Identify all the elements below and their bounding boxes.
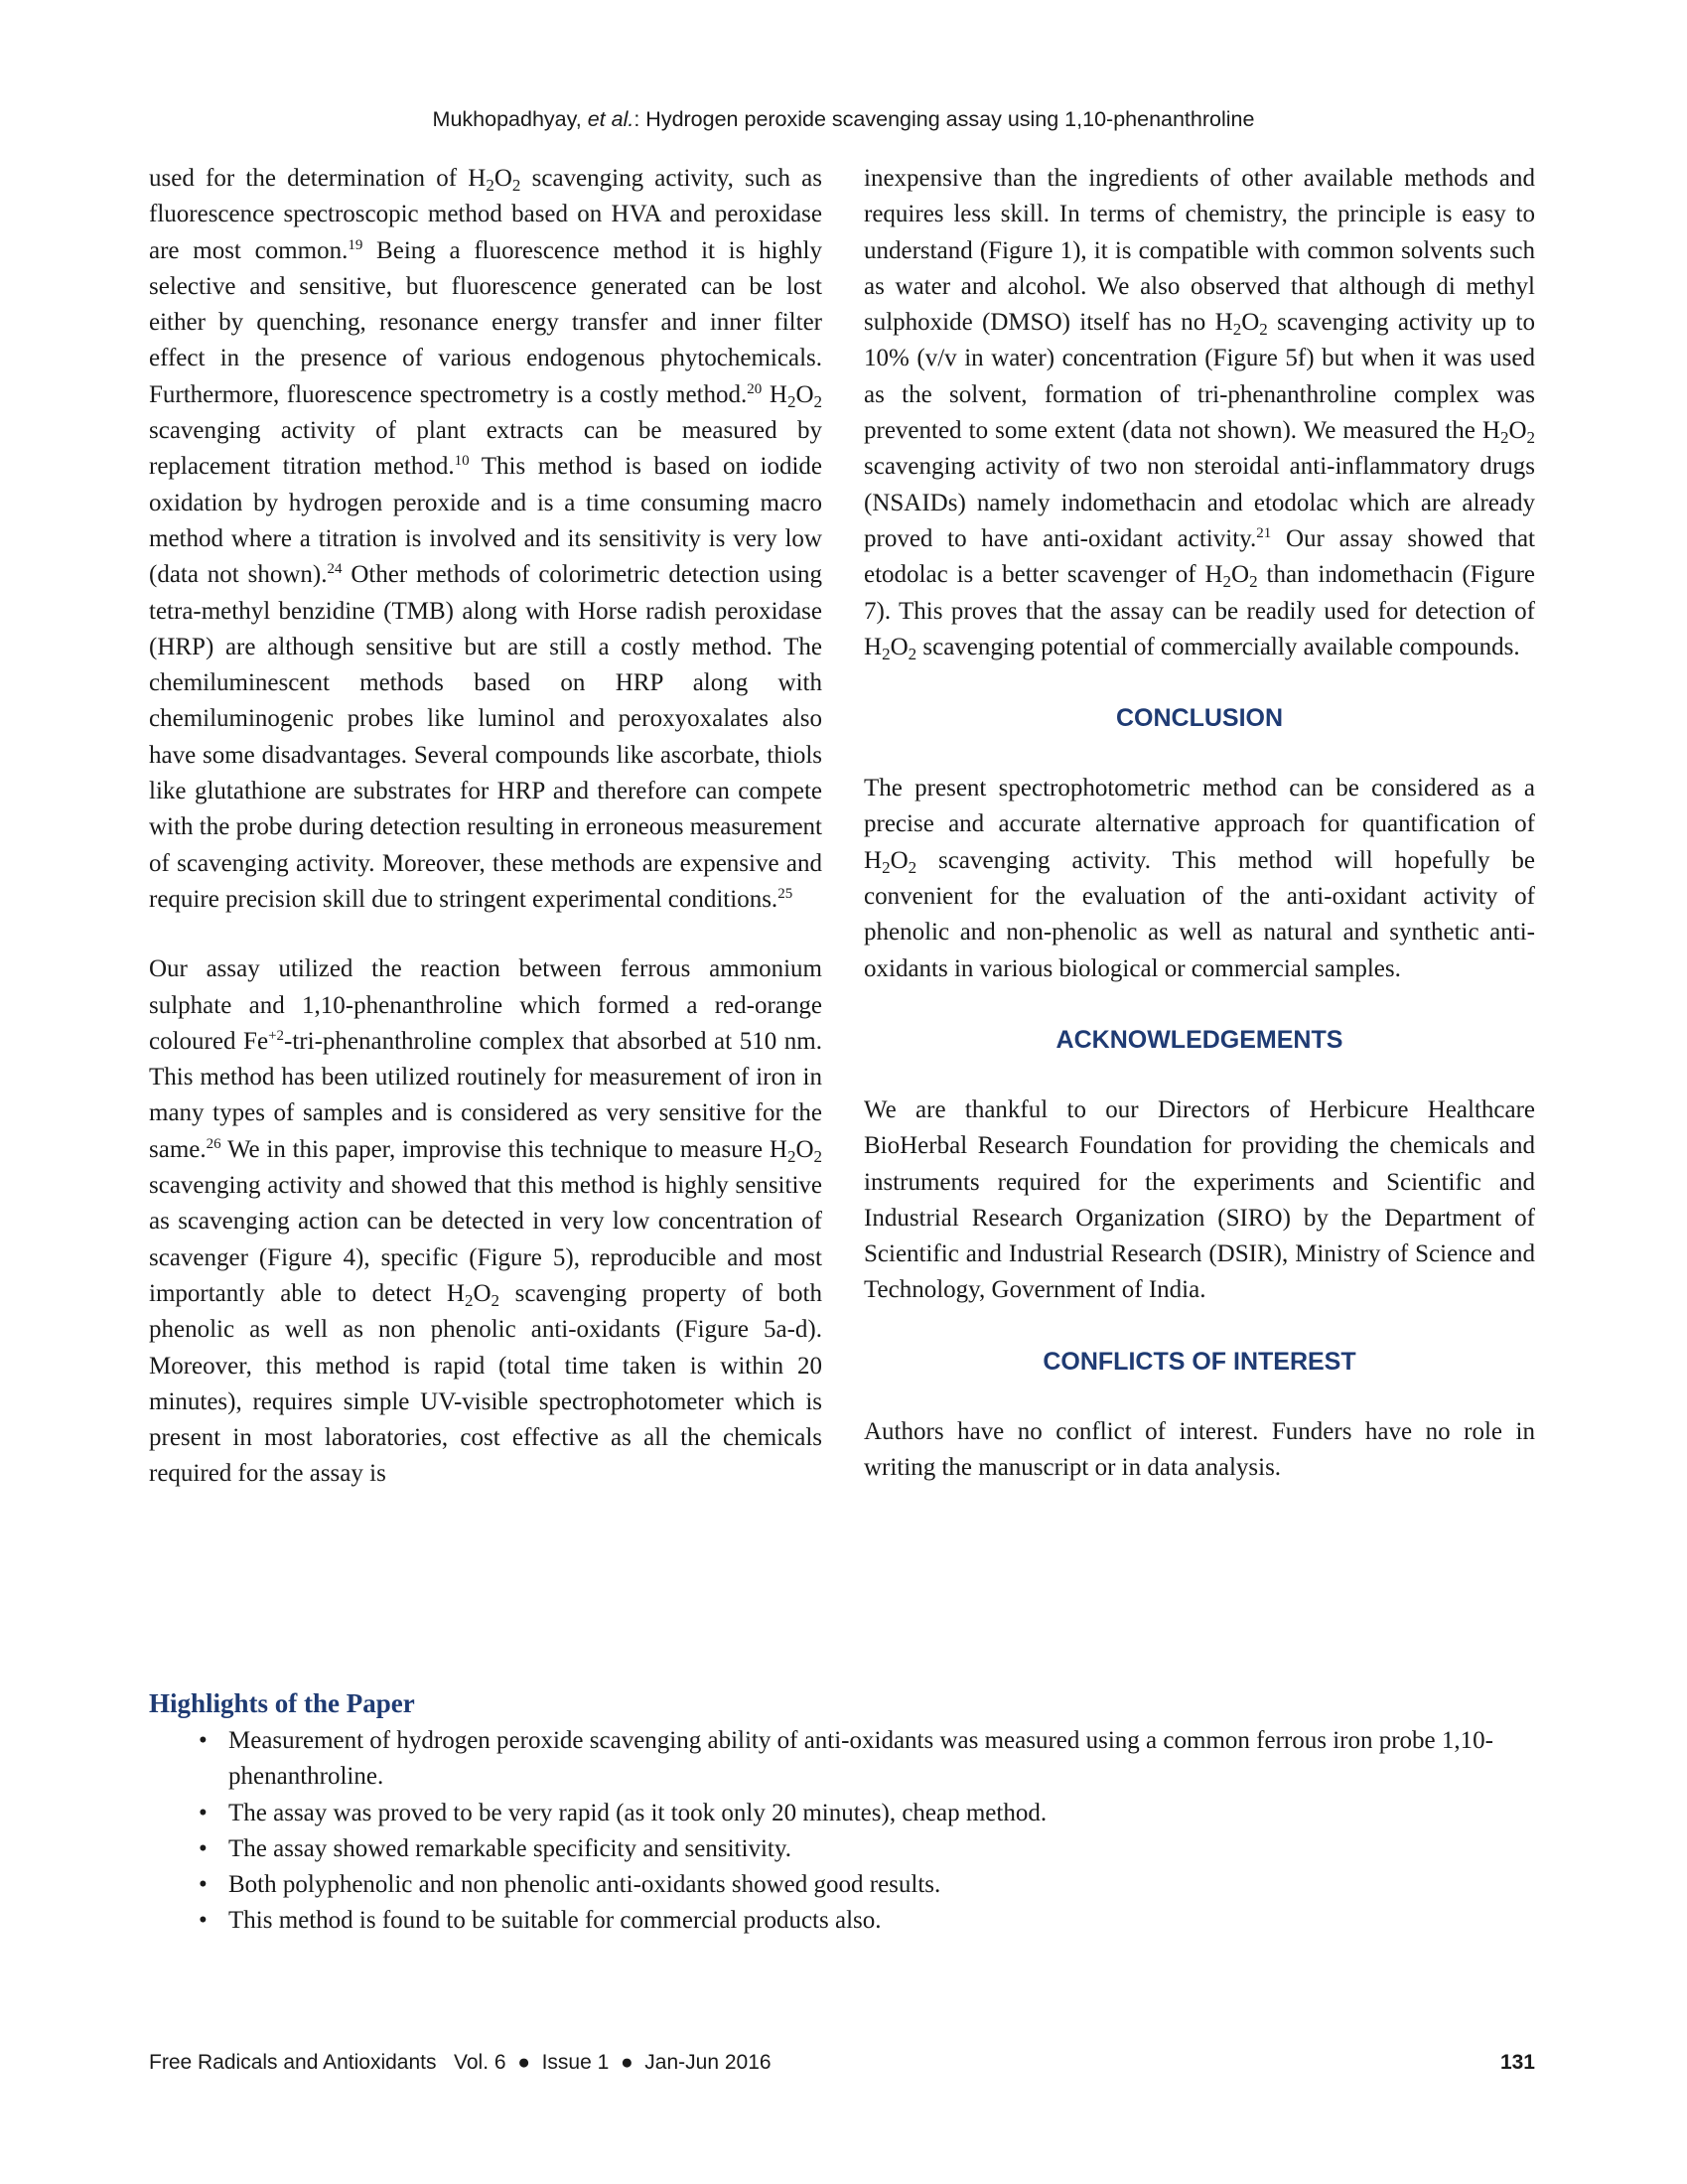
citation: 19 <box>348 236 363 253</box>
citation: 21 <box>1256 524 1272 541</box>
list-item: • This method is found to be suitable for commercial products also. <box>228 1903 1535 1939</box>
list-item: • Measurement of hydrogen peroxide scavenging ability of anti-oxidants was measured using a common ferrous iron probe 1,10-phenanthroline. <box>228 1723 1535 1796</box>
header-etal: et al. <box>587 107 634 131</box>
list-item: • Both polyphenolic and non phenolic anti-oxidants showed good results. <box>228 1867 1535 1903</box>
citation: 20 <box>747 380 763 397</box>
list-item: • The assay was proved to be very rapid (as it took only 20 minutes), cheap method. <box>228 1796 1535 1831</box>
page-number: 131 <box>1499 2051 1535 2074</box>
citation: 10 <box>454 453 470 470</box>
conclusion-paragraph: The present spectrophotometric method can be considered as a precise and accurate alternative approach for quantification of $H_2O_2$ scavenging activity. This method will hopefully be convenient for the evaluation of the anti-oxidant activity of phenolic and non-phenolic as well as natural and synthetic anti-oxidants in various biological or commercial samples. <box>864 775 1535 982</box>
conflicts-heading: CONFLICTS OF INTEREST <box>1043 1347 1356 1376</box>
conclusion-heading: CONCLUSION <box>1115 704 1284 733</box>
citation: 26 <box>206 1135 221 1152</box>
highlights-box <box>149 1685 1535 1940</box>
header-title: : Hydrogen peroxide scavenging assay using 1,10-phenanthroline <box>633 107 1255 131</box>
header-author: Mukhopadhyay, <box>432 107 588 131</box>
acknowledgements-heading: ACKNOWLEDGEMENTS <box>1055 1025 1343 1054</box>
citation: 25 <box>777 885 793 902</box>
acknowledgements-paragraph: We are thankful to our Directors of Herbicure Healthcare BioHerbal Research Foundation for providing the chemicals and instruments required for the experiments and Scientific and Industrial Research Organization (SIRO) by the Department of Scientific and Industrial Research (DSIR), Ministry of Science and Technology, Government of India. <box>864 1095 1535 1304</box>
body-paragraph: inexpensive than the ingredients of other available methods and requires less skill. In terms of chemistry, the principle is easy to understand (Figure 1), it is compatible with common solvents such as water and alcohol. We also observed that although di methyl sulphoxide (DMSO) itself has no $H_2O_2$ scavenging activity up to 10% (v/v in water) concentration (Figure 5f) but when it was used as the solvent, formation of tri-phenanthroline complex was prevented to some extent (data not shown). We measured the $H_2O_2$ scavenging activity of two non steroidal anti-inflammatory drugs (NSAIDs) namely indomethacin and etodolac which are already proved to have anti-oxidant activity.$^{21}$ Our assay showed that etodolac is a better scavenger of $H_2O_2$ than indomethacin (Figure 7). This proves that the assay can be readily used for detection of $H_2O_2$ scavenging potential of commercially available compounds. <box>864 165 1535 663</box>
left-column <box>149 161 822 1493</box>
journal-info: Free Radicals and Antioxidants Vol. 6 ● Issue 1 ● Jan-Jun 2016 <box>149 2051 772 2074</box>
list-item: • The assay showed remarkable specificity and sensitivity. <box>228 1831 1535 1867</box>
body-paragraph: Our assay utilized the reaction between ferrous ammonium sulphate and 1,10-phenanthroline which formed a red-orange coloured $Fe^{+2}-tri$-phenanthroline complex that absorbed at 510 nm. This method has been utilized routinely for measurement of iron in many types of samples and is considered as very sensitive for the same.$^{26}$ We in this paper, improvise this technique to measure $H_2O_2$ scavenging activity and showed that this method is highly sensitive as scavenging action can be detected in very low concentration of scavenger (Figure 4), specific (Figure 5), reproducible and most importantly able to detect $H_2O_2$ scavenging property of both phenolic as well as non phenolic anti-oxidants (Figure 5a-d). Moreover, this method is rapid (total time taken is within 20 minutes), requires simple UV-visible spectrophotometer which is present in most laboratories, cost effective as all the chemicals required for the assay is <box>149 955 822 1488</box>
right-column <box>864 161 1535 1486</box>
highlights-heading: Highlights of the Paper <box>149 1688 415 1718</box>
running-header <box>0 107 1687 132</box>
body-paragraph: used for the determination of $H_2O_2$ scavenging activity, such as fluorescence spectroscopic method based on HVA and peroxidase are most common.$^{19}$ Being a fluorescence method it is highly selective and sensitive, but fluorescence generated can be lost either by quenching, resonance energy transfer and inner filter effect in the presence of various endogenous phytochemicals. Furthermore, fluorescence spectrometry is a costly method.$^{20}$ $H_2O_2$ scavenging activity of plant extracts can be measured by replacement titration method.$^{10}$ This method is based on iodide oxidation by hydrogen peroxide and is a time consuming macro method where a titration is involved and its sensitivity is very low (data not shown).$^{24}$ Other methods of colorimetric detection using tetra-methyl benzidine (TMB) along with Horse radish peroxidase (HRP) are although sensitive but are still a costly method. The chemiluminescent methods based on HRP along with chemiluminogenic probes like luminol and peroxyoxalates also have some disadvantages. Several compounds like ascorbate, thiols like glutathione are substrates for HRP and therefore can compete with the probe during detection resulting in erroneous measurement of scavenging activity. Moreover, these methods are expensive and require precision skill due to stringent experimental conditions.$^{25}$ <box>149 165 822 913</box>
charge-superscript: +2 <box>268 1027 285 1044</box>
citation: 24 <box>327 561 343 578</box>
highlights-list <box>149 1723 1535 1940</box>
conflicts-paragraph: Authors have no conflict of interest. Funders have no role in writing the manuscript or in data analysis. <box>864 1417 1535 1482</box>
